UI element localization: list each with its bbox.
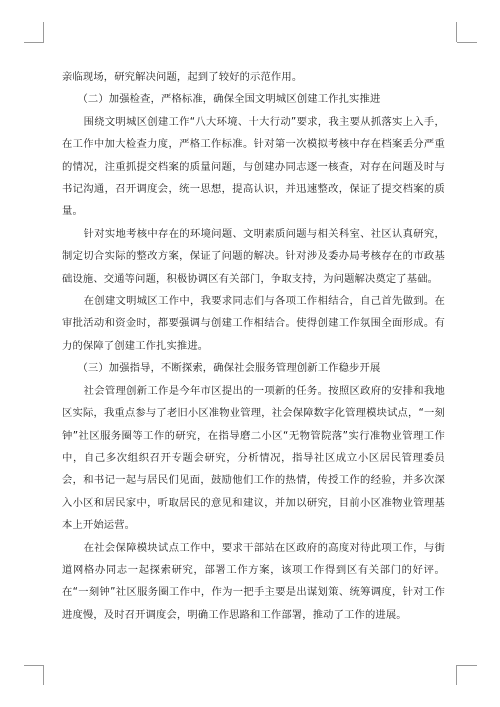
paragraph-social-management: 社会管理创新工作是今年市区提出的一项新的任务。按照区政府的安排和我地区实际，我重点参与了老旧小区准物业管理，社会保障数字化管理模块试点，“一刻钟”社区服务圈等工作的研究，在指导磨二小区“无物管院落”实行准物业管理工作中，自己多次组织召开专题会研究，分析情况，指导社区成立小区居民管理委员会，和书记一起与居民们见面，鼓励他们工作的热情，传授工作的经验，并多次深入小区和居民家中，听取居民的意见和建议，并加以研究，目前小区准物业管理基本上开始运营。	[62, 384, 445, 532]
crop-mark-top-left-vertical	[43, 22, 44, 42]
crop-mark-top-right-horizontal	[457, 42, 477, 43]
paragraph-integration: 在创建文明城区工作中，我要求同志们与各项工作相结合，自己首先做到。在审批活动和资金时，都要强调与创建工作相结合。使得创建工作氛围全面形成。有力的保障了创建工作扎实推进。	[62, 295, 445, 352]
crop-mark-bottom-right-vertical	[456, 665, 457, 685]
crop-mark-bottom-right-horizontal	[457, 665, 477, 666]
paragraph-continuation: 亲临现场，研究解决问题，起到了较好的示范作用。	[62, 71, 303, 83]
crop-mark-bottom-left-horizontal	[24, 665, 44, 666]
section-heading-two: （二）加强检查，严格标准，确保全国文明城区创建工作扎实推进	[77, 93, 381, 106]
crop-mark-bottom-left-vertical	[43, 665, 44, 685]
crop-mark-top-right-vertical	[456, 22, 457, 42]
crop-mark-top-left-horizontal	[24, 42, 44, 43]
section-heading-three: （三）加强指导，不断探索，确保社会服务管理创新工作稳步开展	[77, 362, 381, 375]
paragraph-field-assessment: 针对实地考核中存在的环境问题、文明素质问题与相关科室、社区认真研究，制定切合实际的整改方案，保证了问题的解决。针对涉及委办局考核存在的市政基础设施、交通等问题，积极协调区有关部门，争取支持，为问题解决奠定了基础。	[62, 227, 445, 285]
document-body	[62, 66, 445, 626]
paragraph-social-security-pilot: 在社会保障模块试点工作中，要求干部站在区政府的高度对待此项工作，与街道网格办同志一起探索研究，部署工作方案，该项工作得到区有关部门的好评。在“一刻钟”社区服务圈工作中，作为一把手主要是出谋划策、统筹调度，针对工作进度慢，及时召开调度会，明确工作思路和工作部署，推动了工作的进展。	[62, 541, 445, 621]
paragraph-inspection: 围绕文明城区创建工作“八大环境、十大行动”要求，我主要从抓落实上入手，在工作中加大检查力度，严格工作标准。针对第一次模拟考核中存在档案丢分严重的情况，注重抓提交档案的质量问题，与创建办同志逐一核查，对存在问题及时与书记沟通，召开调度会，统一思想，提高认识，并迅速整改，保证了提交档案的质量。	[62, 115, 445, 218]
